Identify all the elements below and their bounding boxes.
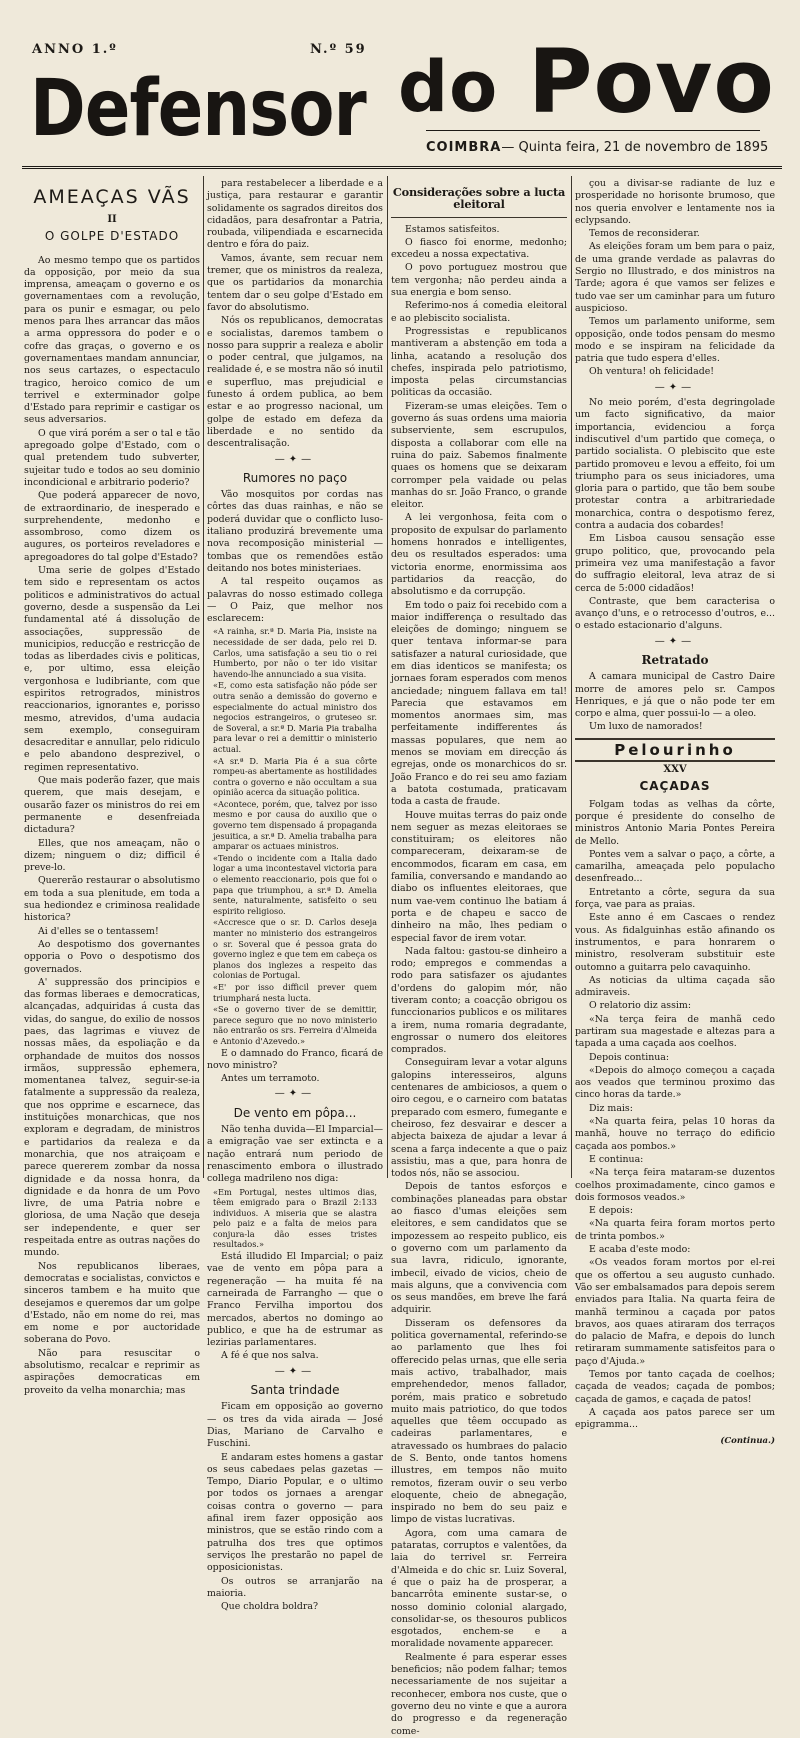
paragraph: Agora, com uma camara de pataratas, corruptos e valentões, da laia do terrivel sr. Ferreira d'Almeida e do chic sr. Luiz Soveral, é que o paiz ha de prosperar, a bancarrôta eminente sustar-se, o nosso dominio colonial alargado, consolidar-se, os thesouros publicos esgotados, enchem-se e a moralidade novamente apparecer. — [391, 1527, 567, 1650]
article-headline: AMEAÇAS VÃS — [33, 186, 191, 208]
quoted-passage — [207, 626, 383, 1046]
paragraph: Ficam em opposição ao governo — os tres da vida airada — José Dias, Mariano de Carvalho e Fuschini. — [207, 1401, 383, 1450]
paragraph: Estamos satisfeitos. — [405, 223, 500, 235]
paragraph: Conseguiram levar a votar alguns galopins interesseiros, alguns centenares de ambiciosos, a quem o oiro cegou, e o carneiro com batatas preparado com esmero, fumegante e cheiroso, fez desvairar e descer a abjecta baixeza de ajudar a levar á scena a farça indecente a que o paiz assistiu, mas a que, para honra de todos nós, não se associou. — [391, 1057, 567, 1180]
paragraph: Folgam todas as velhas da côrte, porque é presidente do conselho de ministros Antonio Maria Pontes Pereira de Mello. — [575, 798, 775, 847]
paragraph: A tal respeito ouçamos as palavras do nosso estimado collega — O Paiz, que melhor nos esclarecem: — [207, 576, 383, 625]
section-ornament: —✦— — [274, 1088, 316, 1100]
paragraph: No meio porém, d'esta degringolade um facto significativo, da maior importancia, evidenciou a força indiscutivel d'um partido que começa, o partido socialista. O plebiscito que este partido promoveu e levou a effeito, foi um triumpho para os seus iniciadores, uma gloria para o partido, que tão bem soube protestar contra a arbitrariedade monarchica, contra o despotismo ferez, contra a audacia dos cobardes! — [575, 397, 775, 532]
section-body — [575, 397, 775, 633]
paragraph: para restabelecer a liberdade e a justiça, para restaurar e garantir solidamente os sagrados direitos dos cidadãos, para desafrontar a Patria, roubada, vilipendiada e escarnecida dentro e fóra do paiz. — [207, 178, 383, 251]
paragraph: A lei vergonhosa, feita com o proposito de expulsar do parlamento homens honrados e intelligentes, deu os resultados esperados: uma victoria enorme, enormissima aos partidarios da reacção, do absolutismo e da corrupção. — [391, 512, 567, 598]
paragraph: «Os veados foram mortos por el-rei que os offertou a seu augusto cunhado. Vão ser embalsamados para depois serem enviados para Italia. Na quarta feira de manhã terminou a caçada por patos bravos, aos quaes atiraram dos terraços do palacio de Mafra, e depois do lunch retiraram summamente satisfeitos para o paço d'Ajuda.» — [575, 1257, 775, 1367]
paragraph: «Na terça feira mataram-se duzentos coelhos proximadamente, cinco gamos e dois formosos veados.» — [575, 1167, 775, 1203]
paragraph: Nos republicanos liberaes, democratas e socialistas, convictos e sinceros tambem e ha muito que desejamos e queremos dar um golpe d'Estado, não em nome do rei, mas em nome e por auctoridade soberana do Povo. — [24, 1260, 200, 1346]
section-body — [207, 1401, 383, 1613]
article-body — [24, 255, 200, 1397]
paragraph: Ai d'elles se o tentassem! — [38, 925, 159, 937]
paragraph: «Na quarta feira, pelas 10 horas da manhã, houve no terraço do edificio caçada aos pombos.» — [575, 1116, 775, 1152]
paragraph: Elles, que nos ameaçam, não o dizem; ninguem o diz; difficil é preve-lo. — [24, 837, 200, 874]
section-body — [207, 1251, 383, 1363]
paragraph: E andaram estes homens a gastar os seus cabedaes pelas gazetas — Tempo, Diario Popular, e o ultimo por todos os jornaes a arengar coisas contra o governo — para afinal irem fazer opposição aos ministros, que se estão rindo com a patrulha dos tres que optimos serviços lhe prestarão no papel de opposicionistas. — [207, 1451, 383, 1574]
section-ornament: —✦— — [654, 635, 696, 647]
paragraph: As eleições foram um bem para o paiz, de uma grande verdade as palavras do Sergio no Illustrado, e dos ministros na Tarde; agora é que vamos ser felizes e tudo vae ser um caminhar para um futuro auspicioso. — [575, 241, 775, 314]
article-title-consideracoes: Considerações sobre a lucta eleitoral — [392, 185, 566, 212]
paragraph: Em todo o paiz foi recebido com a maior indifferença o resultado das eleições de domingo; ninguem se quer tentava informar-se para satisfazer a natural curiosidade, que em dias identicos se manifesta; os jornaes foram esperados com menos anciedade; ninguem fallava em tal! Parecia que estavamos em momentos anormaes sim, mas perfeitamente indifferentes ás massas populares, que nem ao menos se moviam em direcção ás egrejas, onde os monarchicos do sr. João Franco e do rei seu amo faziam a batota costumada, praticavam toda a casta de fraude. — [391, 599, 567, 808]
title-rule — [391, 217, 567, 218]
dateline — [426, 140, 768, 155]
paragraph: Realmente é para esperar esses beneficios; não podem falhar; temos necessariamente de nos sujeitar a reconhecer, embora nos custe, que o governo deu no vinte e que a aurora do progresso e da regeneração come- — [391, 1651, 567, 1737]
section-ornament: —✦— — [274, 453, 316, 465]
paragraph: Vão mosquitos por cordas nas côrtes das duas rainhas, e não se poderá duvidar que o conflicto luso-italiano produzirá brevemente uma nova recomposição ministerial — tombas que os remendões estão deitando nos botes ministeriaes. — [207, 489, 383, 574]
paragraph: O que virá porém a ser o tal e tão apregoado golpe d'Estado, com o qual pretendem tudo subverter, sujeitar tudo e todos ao seu dominio incondicional e arbitrario poderio? — [24, 427, 200, 488]
paragraph: «A sr.ª D. Maria Pia é a sua côrte rompeu-as abertamente as hostilidades contra o governo e não occultam a sua opinião acerca da situação politica. — [213, 755, 377, 798]
article-subhead: O GOLPE D'ESTADO — [44, 229, 180, 244]
paragraph: Fizeram-se umas eleições. Tem o governo ás suas ordens uma maioria subserviente, sem escrupulos, disposta a collaborar com elle na ruina do paiz. Sabemos finalmente quaes os homens que se deixaram corromper pela vaidade ou pelas manhas do sr. João Franco, o grande eleitor. — [391, 400, 567, 511]
paragraph: «E' por isso difficil prever quem triumphará nesta lucta. — [213, 981, 377, 1003]
paragraph: Que choldra boldra? — [221, 1601, 318, 1613]
section-title-pelourinho: Pelourinho — [614, 740, 736, 759]
title-word-do: do — [398, 46, 499, 128]
section-rule — [575, 738, 775, 740]
paragraph: Um luxo de namorados! — [589, 721, 703, 733]
paragraph: Vamos, ávante, sem recuar nem tremer, que os ministros da realeza, que os partidarios da monarchia tentem dar o seu golpe d'Estado em favor do absolutismo. — [207, 252, 383, 313]
column-4 — [575, 178, 775, 1446]
paragraph: «E, como esta satisfação não póde ser outra senão a demissão do governo e especialmente do actual ministro dos negocios estrangeiros, o gruteseo sr. de Soveral, a sr.ª D. Maria Pia trabalha para levar o rei a demittir o ministerio actual. — [213, 680, 377, 754]
paragraph: Pontes vem a salvar o paço, a côrte, a camarilha, ameaçada pelo populacho desenfreado... — [575, 848, 775, 885]
paragraph: Temos por tanto caçada de coelhos; caçada de veados; caçada de pombos; caçada de gamos, e caçada de patos! — [575, 1369, 775, 1405]
paragraph: çou a divisar-se radiante de luz e prosperidade no horisonte brumoso, que nos queria envolver e lentamente nos ia eclypsando. — [575, 178, 775, 226]
column-2 — [207, 178, 383, 1613]
paragraph: Os outros se arranjarão na maioria. — [207, 1575, 383, 1599]
column-1 — [24, 178, 200, 1396]
quoted-passage: «Em Portugal, nestes ultimos dias, têem emigrado para o Brazil 2:133 individuos. A miseria que se alastra pelo paiz e a falta de meios para conjura-la dão esses tristes resultados.» — [213, 1186, 377, 1250]
article-body — [391, 224, 567, 1738]
issue-number: N.º 59 — [310, 42, 367, 57]
section-part-number: XXV — [663, 764, 687, 776]
masthead-rule — [22, 166, 782, 169]
article-continuation — [207, 178, 383, 451]
paragraph: Nós os republicanos, democratas e socialistas, daremos tambem o nosso para supprir a realeza e abolir o poder central, que julgamos, na realidade é, e se mostra não só inutil e superfluo, mas prejudicial e funesto á ordem publica, ao bem estar e ao progresso nacional, um golpe de estado em defeza da liberdade e no sentido da descentralisação. — [207, 315, 383, 450]
column-3 — [391, 178, 567, 1737]
paragraph: «Se o governo tiver de se demittir, parece seguro que no novo ministerio não entrarão os srs. Ferreira d'Almeida e Antonio d'Azevedo.» — [213, 1004, 377, 1046]
paragraph: E o damnado do Franco, ficará de novo ministro? — [207, 1047, 383, 1071]
paragraph: Não para resuscitar o absolutismo, recalcar e reprimir as aspirações democraticas em proveito da velha monarchia; mas — [24, 1347, 200, 1396]
paragraph: Nada faltou: gastou-se dinheiro a rodo; empregos e commendas a rodo para satisfazer os ajudantes d'ordens do galopim mór, não tiveram conto; a coacção obrigou os funccionarios publicos e os militares a irem, numa romaria degradante, engrossar o numero dos eleitores comprados. — [391, 945, 567, 1056]
paragraph: «Depois do almoço começou a caçada aos veados que terminou proximo das cinco horas da tarde.» — [575, 1064, 775, 1101]
paragraph: Quererão restaurar o absolutismo em toda a sua plenitude, em toda a sua hediondez e criminosa realidade historica? — [24, 875, 200, 924]
paragraph: Diz mais: — [589, 1102, 633, 1114]
paragraph: Está illudido El Imparcial; o paiz vae de vento em pôpa para a regeneração — ha muita fé na carneirada de Farrangho — que o Franco Fervilha importou dos mercados, abertos no domingo ao publico, e que ha de estrumar as lezirias parlamentares. — [207, 1251, 383, 1349]
paragraph: O povo portuguez mostrou que tem vergonha; não perdeu ainda a sua energia e bom senso. — [391, 262, 567, 299]
paragraph: Oh ventura! oh felicidade! — [589, 366, 715, 378]
column-rule — [571, 176, 572, 1178]
paragraph: A caçada aos patos parece ser um epigramma... — [575, 1406, 775, 1431]
dateline-date: — Quinta feira, 21 de novembro de 1895 — [501, 140, 769, 155]
section-body — [207, 1124, 383, 1185]
paragraph: Disseram os defensores da politica governamental, referindo-se ao parlamento que lhes foi offerecido pelas urnas, que elle seria mais activo, trabalhador, mais emprehendedor, menos fallador, porém, mais pratico e sobretudo muito mais patriotico, do que todos aquelles que têem occupado as cadeiras parlamentares, e atravessado os humbraes do palacio de S. Bento, onde tantos homens illustres, em tempos não muito remotos, fizeram ouvir o seu verbo eloquente, cheio de abnegação, inspirado no bem do seu paiz e limpo de vistas lucrativas. — [391, 1317, 567, 1526]
paragraph: «Na quarta feira foram mortos perto de trinta pombos.» — [575, 1218, 775, 1242]
paragraph: E depois: — [589, 1205, 633, 1217]
paragraph: Temos um parlamento uniforme, sem opposição, onde todos pensam do mesmo modo e se inspiram na felicidade da patria que tudo espera d'elles. — [575, 316, 775, 365]
paragraph: Entretanto a côrte, segura da sua força, vae para as praias. — [575, 886, 775, 911]
year-label: ANNO 1.º — [32, 42, 118, 57]
section-body — [207, 1048, 383, 1086]
paragraph: O fiasco foi enorme, medonho; excedeu a nossa expectativa. — [391, 236, 567, 261]
masthead — [0, 0, 800, 170]
paragraph: A camara municipal de Castro Daire morre de amores pelo sr. Campos Henriques, e já que o não pode ter em corpo e alma, quer possui-lo — a oleo. — [575, 671, 775, 720]
article-continuation — [575, 178, 775, 379]
paragraph: Contraste, que bem caracterisa o avanço d'uns, e o retrocesso d'outros, e... o estado estacionario d'alguns. — [575, 595, 775, 632]
paragraph: Progressistas e republicanos mantiveram a abstenção em toda a linha, acatando a resolução dos chefes, inspirada pelo patriotismo, imposta pelas circumstancias politicas da occasião. — [391, 325, 567, 399]
paragraph: «Acontece, porém, que, talvez por isso mesmo e por causa do auxilio que o governo tem dispensado á propaganda jesuitica, a sr.ª D. Amelia trabalha para amparar os actuaes ministros. — [213, 798, 377, 852]
paragraph: Que mais poderão fazer, que mais querem, que mais desejam, e ousarão fazer os ministros do rei em permanente e desenfreiada dictadura? — [24, 775, 200, 836]
section-ornament: —✦— — [654, 381, 696, 393]
article-part-number: II — [107, 214, 117, 225]
section-rule — [575, 760, 775, 762]
continued-marker: (Continua.) — [720, 1435, 775, 1446]
paragraph: Depois de tantos esforços e combinações planeadas para obstar ao fiasco d'umas eleições sem eleitores, e sem candidatos que se impozessem ao respeito publico, eis o governo com um parlamento da sua lavra, ridiculo, ignorante, imbecil, eivado de vicios, cheio de mais alguns, que a convivencia com os seus mandões, em breve lhe fará adquirir. — [391, 1181, 567, 1316]
paragraph: Não tenha duvida—El Imparcial—a emigração vae ser extincta e a nação entrará num periodo de renascimento embora o illustrado collega madrileno nos diga: — [207, 1124, 383, 1185]
paragraph: E acaba d'este modo: — [589, 1244, 691, 1256]
paragraph: Antes um terramoto. — [221, 1073, 320, 1085]
title-word-defensor: Defensor — [30, 64, 366, 154]
section-ornament: —✦— — [274, 1365, 316, 1377]
paragraph: Em Lisboa causou sensação esse grupo politico, que, provocando pela primeira vez uma manifestação a favor do suffragio eleitoral, leva atraz de si cerca de 5:000 cidadãos! — [575, 533, 775, 594]
paragraph: Uma serie de golpes d'Estado tem sido e representam os actos politicos e administrativos do actual governo, desde a suspensão da Lei fundamental até á dissolução de associações, suppressão de municipios, reducção e restricção de todas as liberdades civis e politicas, e, por ultimo, essa eleição vergonhosa e ludibriante, com que espiritos retrogrados, ministros reaccionarios, ignorantes e, porisso mesmo, atrevidos, d'uma audacia sem exemplo, conseguiram desacreditar e annullar, pelo ridiculo e pelo abandono desprezivel, o regimen representativo. — [24, 565, 200, 773]
paragraph: A fé é que nos salva. — [221, 1350, 319, 1362]
paragraph: «Accresce que o sr. D. Carlos deseja manter no ministerio dos estrangeiros o sr. Soveral que é pessoa grata do governo inglez e que tem em cabeça os planos dos inglezes a respeito das colonias de Portugal. — [213, 917, 377, 981]
paragraph: «Tendo o incidente com a Italia dado logar a uma incontestavel victoria para o elemento reaccionario, pois que foi o papa que triumphou, a sr.ª D. Amelia sente, naturalmente, satisfeito o seu espirito religioso. — [213, 852, 377, 916]
section-title-santa-trindade: Santa trindade — [250, 1383, 340, 1398]
paragraph: Temos de reconsiderar. — [589, 228, 700, 240]
paragraph: Houve muitas terras do paiz onde nem seguer as mezas eleitoraes se constituiram; os eleitores não compareceram, deixaram-se de encommodos, ficaram em casa, em familia, conversando e mandando ao diabo os influentes eleitoraes, que num vae-vem continuo lhe batiam á porta e de chapeu e sacco de dinheiro na mão, lhes pediam o especial favor de irem votar. — [391, 809, 567, 944]
section-title-de-vento: De vento em pôpa... — [233, 1105, 357, 1120]
section-body — [207, 489, 383, 625]
paragraph: O relatorio diz assim: — [589, 1000, 691, 1012]
section-body — [575, 799, 775, 1432]
paragraph: A' suppressão dos principios e das formas liberaes e democraticas, alcançadas, adquiridas á custa das vidas, do sangue, do exilio de nossos paes, das lagrimas e viuvez de nossas mães, da espoliação e da orphandade de muitos dos nossos irmãos, suppressão ephemera, momentanea talvez, seguir-se-ia fatalmente a suppressão da realeza, que nos opprime e escarnece, das instituições monarchicas, que nos exploram e degradam, de ministros e partidarios da realeza e da monarchia, que nos atraiçoam e parece quererem zombar da nossa dignidade e da nossa honra, da dignidade e da honra de um Povo livre, de uma Patria nobre e gloriosa, de uma Nação que deseja ser independente, e quer ser respeitada entre as outras nações do mundo. — [24, 976, 200, 1259]
column-rule — [387, 176, 388, 1178]
paragraph: Depois continua: — [589, 1051, 670, 1063]
paragraph: E continua: — [589, 1153, 644, 1165]
paragraph: Referimo-nos á comedia eleitoral e ao plebiscito socialista. — [391, 300, 567, 324]
dateline-place: COIMBRA — [426, 140, 502, 155]
paragraph: Ao despotismo dos governantes opporia o Povo o despotismo dos governados. — [24, 938, 200, 975]
paragraph: «A rainha, sr.ª D. Maria Pia, insiste na necessidade de ser dada, pelo rei D. Carlos, uma satisfação a seu tio o rei Humberto, por não o ter ido visitar havendo-lhe annunciado a sua visita. — [213, 626, 377, 679]
paragraph: Que poderá apparecer de novo, de extraordinario, de inesperado e surprehendente, medonho e assombroso, como dizem os augures, os porteiros reveladores e apregoadores do tal golpe d'Estado? — [24, 490, 200, 563]
paragraph: As noticias da ultima caçada são admiraveis. — [575, 974, 775, 999]
column-rule — [203, 176, 204, 1178]
section-subhead-cacadas: CAÇADAS — [639, 779, 711, 794]
section-title-retratado: Retratado — [641, 652, 709, 667]
section-title-rumores: Rumores no paço — [242, 470, 348, 485]
section-body — [575, 671, 775, 733]
paragraph: Ao mesmo tempo que os partidos da opposição, por meio da sua imprensa, ameaçam o governo e os governamentaes com a revolução, para os punir e esmagar, ou pelo menos para lhes arrancar das mãos a arma oppressora do poder e o cofre das graças, o governo e os governamentaes mandam annunciar, nos seus cartazes, o espectaculo tragico, heroico comico de um terrivel e exterminador golpe d'Estado para reprimir e castigar os seus adversarios. — [24, 254, 200, 426]
title-word-povo: Povo — [528, 30, 775, 133]
paragraph: «Na terça feira de manhã cedo partiram sua magestade e altezas para a tapada a uma caçada aos coelhos. — [575, 1013, 775, 1050]
dateline-rule — [426, 130, 760, 131]
paragraph: Este anno é em Cascaes o rendez vous. As fidalguinhas estão afinando os instrumentos, e para honrarem o ministro, resolveram substituir este outomno a guitarra pelo cavaquinho. — [575, 912, 775, 973]
